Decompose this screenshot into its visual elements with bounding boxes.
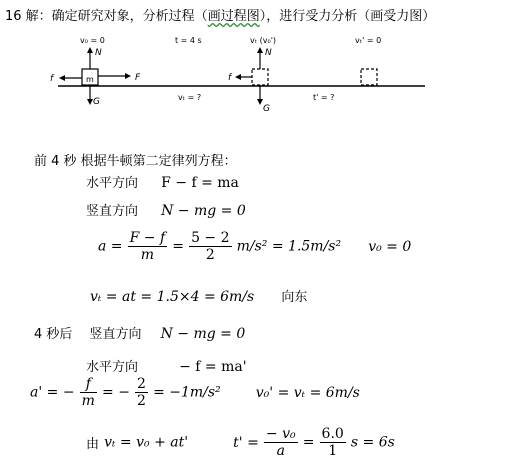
a-fraction-1: [128, 230, 168, 263]
t-prime-unknown-label: t' = ?: [313, 93, 335, 102]
a-fraction-2-numerator: 5 − 2: [191, 230, 230, 246]
block-mid: [252, 69, 268, 85]
a-equals: =: [172, 238, 184, 255]
a-fraction-2: [189, 230, 231, 263]
section1-vertical-label: 竖直方向: [86, 204, 139, 219]
tp-fraction-2: [320, 426, 346, 459]
gravity-label-1: G: [93, 97, 100, 107]
a-result: m/s² = 1.5m/s²: [236, 238, 342, 255]
tp-fraction-2-numerator: 6.0: [321, 426, 344, 442]
section1-vertical-equation: N − mg = 0: [161, 203, 246, 219]
ap-fraction-1-numerator: f: [80, 376, 97, 393]
vt-unknown-label: vₜ = ?: [178, 93, 202, 102]
a-lhs: a =: [98, 238, 123, 255]
normal-label-1: N: [95, 48, 102, 58]
time-label: t = 4 s: [175, 36, 202, 45]
vt-prime-label: vₜ' = 0: [355, 36, 382, 45]
normal-label-2: N: [265, 48, 272, 58]
tp-lhs: t' =: [233, 434, 259, 451]
ap-fraction-1-denominator: m: [81, 393, 95, 409]
ap-result: = −1m/s²: [153, 384, 221, 401]
v0-label: v₀ = 0: [80, 36, 105, 45]
motion-force-diagram: [0, 28, 511, 138]
v0-prime-equation: v₀' = vₜ = 6m/s: [255, 384, 360, 401]
velocity-equation-row: [90, 286, 307, 305]
section1-horizontal-label: 水平方向: [86, 176, 139, 191]
ap-fraction-1: [80, 376, 97, 409]
solution-header: [5, 5, 435, 24]
section2-horizontal-label: 水平方向: [86, 360, 139, 375]
tp-fraction-2-denominator: 1: [328, 443, 338, 459]
ap-equals: = −: [102, 384, 130, 401]
header-prefix: 16 解：确定研究对象，分析过程（: [5, 9, 208, 24]
gravity-label-2: G: [263, 104, 270, 114]
section1-heading: 前 4 秒 根据牛顿第二定律列方程：: [34, 154, 237, 169]
section2-vertical-equation: N − mg = 0: [160, 326, 246, 342]
section2-horizontal-row: [86, 356, 247, 375]
you-label: 由: [86, 437, 100, 452]
tp-equals: =: [302, 434, 315, 451]
a-fraction-1-denominator: m: [140, 247, 155, 263]
header-suffix: ），进行受力分析（画受力图）: [259, 9, 436, 24]
block-end: [361, 69, 377, 85]
section2-vertical-label: 竖直方向: [89, 327, 142, 342]
section2-vertical-row: [34, 323, 245, 342]
header-underlined-text: 画过程图: [207, 9, 260, 24]
tp-fraction-1: [264, 426, 298, 459]
acceleration-equation: [98, 230, 411, 263]
ap-lhs: a' = −: [30, 384, 75, 401]
tp-fraction-1-denominator: a: [276, 443, 285, 459]
friction-label-1: f: [50, 74, 54, 84]
section2-horizontal-equation: − f = ma': [179, 359, 247, 375]
tp-result: s = 6s: [350, 434, 395, 451]
section1-horizontal-row: [86, 172, 239, 191]
section2-heading: 4 秒后: [34, 327, 73, 342]
block-mass-label: m: [86, 75, 94, 84]
section1-horizontal-equation: F − f = ma: [161, 175, 239, 191]
vt-label: vₜ (v₀'): [250, 36, 277, 45]
tp-fraction-1-numerator: − v₀: [265, 426, 296, 442]
ap-fraction-2-denominator: 2: [137, 393, 146, 409]
friction-label-2: f: [228, 73, 232, 83]
section1-vertical-row: [86, 200, 246, 219]
direction-label: 向东: [281, 290, 308, 305]
force-label-F: F: [135, 73, 141, 83]
a-fraction-2-denominator: 2: [205, 247, 215, 263]
time-equation-row: [86, 426, 395, 459]
ap-fraction-2: [135, 376, 148, 409]
vt-equation: vₜ = at = 1.5×4 = 6m/s: [90, 289, 255, 305]
kinematic-equation: vₜ = v₀ + at': [104, 434, 189, 451]
v0-note: v₀ = 0: [368, 238, 412, 255]
deceleration-equation: [30, 376, 360, 409]
ap-fraction-2-numerator: 2: [137, 376, 146, 392]
a-fraction-1-numerator: F − f: [129, 230, 166, 246]
